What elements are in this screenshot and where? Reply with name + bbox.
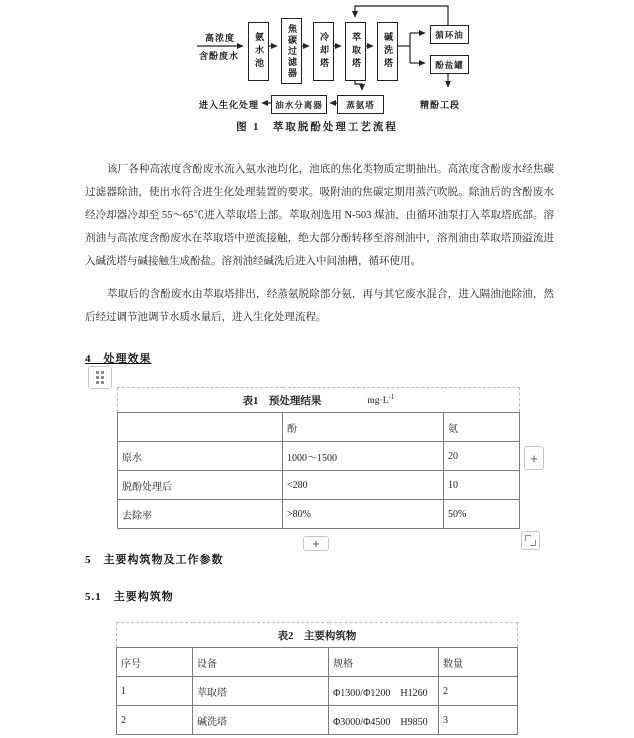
input-stream-label-line1: 高浓度 [205,33,236,43]
table1-cell: 1000～1500 [283,442,444,471]
table-row [118,500,520,529]
paragraph-effluent-description: 萃取后的含酚废水由萃取塔排出，经蒸氨脱除部分氨，再与其它废水混合，进入隔油池除油，然后经过调节池调节水质水量后，进入生化处理流程。 [85,289,554,323]
table2-header-index: 序号 [117,648,193,677]
table-row [118,442,520,471]
table1-cell: 20 [444,442,520,471]
section-heading-4: 4 处理效果 [85,353,152,365]
table-row [118,471,520,500]
section-heading-5-1: 5.1 主要构筑物 [85,591,174,603]
table2-cell: 2 [117,706,193,735]
flow-box-alkali-wash-tower: 碱洗塔 [377,22,398,81]
table1-header-phenol: 酚 [283,413,444,442]
flow-box-extraction-tower: 萃取塔 [345,22,366,81]
table2-cell: 3 [439,706,518,735]
table1-cell: 去除率 [118,500,283,529]
process-flow-diagram [0,0,634,145]
flow-box-cooling-tower: 冷却塔 [313,22,334,81]
table2-cell: Φ1300/Φ1200 H1260 [329,677,439,706]
table1-cell: >80% [283,500,444,529]
add-column-button[interactable]: + [524,446,544,470]
table1-cell: 脱酚处理后 [118,471,283,500]
table-row [117,677,518,706]
table1-cell: 50% [444,500,520,529]
flow-box-oil-water-separator: 油水分离器 [271,95,327,114]
main-structures-table [116,622,518,735]
table1-cell: <280 [283,471,444,500]
table2-cell: 2 [439,677,518,706]
figure-1-caption: 图 1 萃取脱酚处理工艺流程 [236,122,398,133]
table1-header-row [118,413,520,442]
input-stream-label-line2: 含酚废水 [199,51,240,61]
output-biochemical-label: 进入生化处理 [199,100,260,110]
flow-box-ammonia-still: 蒸氨塔 [337,95,384,114]
table-row [117,706,518,735]
section-heading-5: 5 主要构筑物及工作参数 [85,554,224,566]
table2-caption-row [117,623,518,648]
table1-caption-unit: $mg\cdot L^{-1}$ [367,393,395,407]
output-refined-phenol-label: 精酚工段 [420,100,461,110]
table1-caption-row [118,388,520,413]
drag-handle-icon [96,371,104,384]
table2-cell: 碱洗塔 [193,706,329,735]
table2-cell: 1 [117,677,193,706]
flow-box-phenolate-tank: 酚盐罐 [430,55,469,74]
table2-header-qty: 数量 [439,648,518,677]
table1-caption-title: 表1 预处理结果 [242,395,322,407]
table-resize-button[interactable] [521,531,540,550]
table1-header-ammonia: 氨 [444,413,520,442]
pretreatment-results-table [117,387,520,529]
table2-cell: Φ3000/Φ4500 H9850 [329,706,439,735]
table2-header-row [117,648,518,677]
table1-caption [118,388,520,413]
table2-header-spec: 规格 [329,648,439,677]
table1-cell: 原水 [118,442,283,471]
add-row-button[interactable]: + [303,536,329,551]
table2-cell: 萃取塔 [193,677,329,706]
flow-box-coke-filter: 焦碳过滤器 [281,18,302,84]
table2-caption: 表2 主要构筑物 [117,623,518,648]
paragraph-process-description: 该厂各种高浓度含酚废水流入氨水池均化，池底的焦化类物质定期抽出。高浓度含酚废水经焦碳过滤器除油，使出水符合进生化处理装置的要求。吸附油的焦碳定期用蒸汽吹脱。除油后的含酚废水经冷却器冷却至 55～65℃进入萃取塔上部。萃取剂选用 N-503 煤油，由循环油泵打入萃取塔底部。溶剂油与高浓度含酚废水在萃取塔中逆流接触，绝大部分酚转移至溶剂油中，溶剂油由萃取塔顶溢流进入碱洗塔与碱接触生成酚盐。溶剂油经碱洗后进入中间油槽，循环使用。 [85,164,554,267]
flow-box-ammonia-pool: 氨水池 [248,22,269,81]
table2-header-equipment: 设备 [193,648,329,677]
flow-box-recycle-oil: 循环油 [430,25,469,44]
table1-header-blank [118,413,283,442]
table-drag-handle-button[interactable] [88,366,112,389]
resize-icon [522,532,539,549]
table1-cell: 10 [444,471,520,500]
